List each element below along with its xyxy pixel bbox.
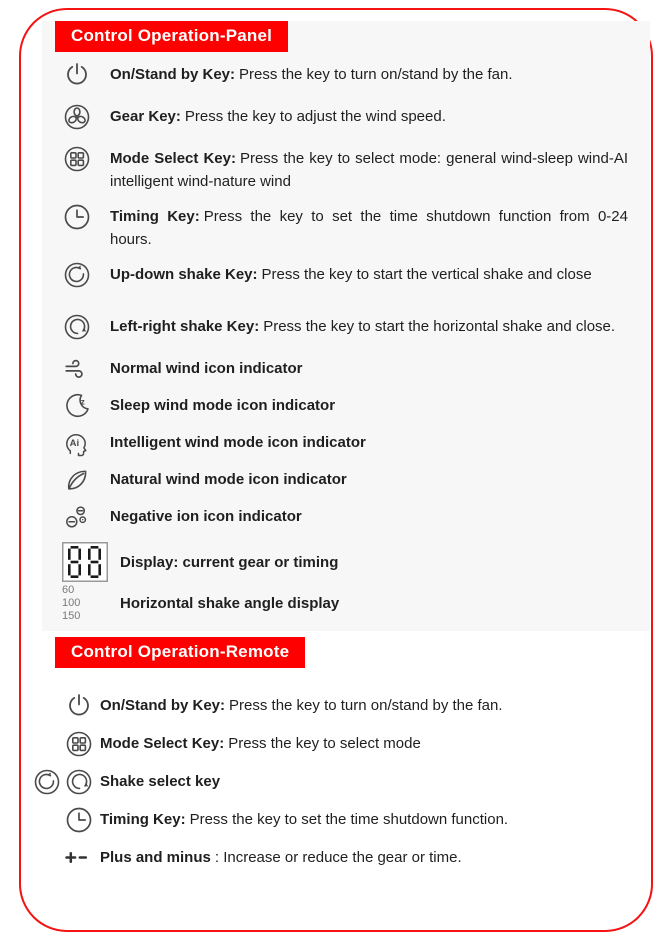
row-label: Timing Key: [100, 811, 186, 828]
remote-rows [0, 668, 659, 876]
angle-value: 60 [62, 584, 75, 596]
row-label: Normal wind icon indicator [110, 360, 303, 377]
row-label: Mode Select Key: [110, 150, 236, 167]
row-icons [62, 60, 110, 90]
row-icons [62, 542, 120, 582]
instruction-row [62, 394, 628, 424]
angle-value: 100 [62, 597, 81, 609]
section-title: Control Operation-Panel [71, 26, 273, 45]
instruction-row [62, 357, 628, 387]
instruction-row [62, 315, 628, 345]
plus-minus-icon [60, 843, 94, 873]
row-label: Natural wind mode icon indicator [110, 471, 347, 488]
row-description: Press the key to start the horizontal shake and close. [263, 318, 616, 335]
row-label: Intelligent wind mode icon indicator [110, 434, 366, 451]
row-text [110, 431, 628, 454]
row-icons [62, 391, 110, 421]
row-label: Up-down shake Key: [110, 266, 258, 283]
instruction-row [62, 63, 628, 93]
row-description: Press the key to adjust the wind speed. [184, 108, 446, 125]
instruction-row [62, 431, 628, 461]
row-label: Display: current gear or timing [120, 553, 339, 571]
instruction-row [62, 147, 628, 193]
row-description: Press the key to turn on/stand by the fan. [239, 66, 513, 83]
row-text [100, 732, 629, 755]
timing-clock-icon [64, 805, 94, 835]
row-description [366, 434, 370, 451]
row-description [347, 471, 351, 488]
row-icons [62, 144, 110, 174]
section-control-operation-remote [0, 637, 659, 876]
row-label: Horizontal shake angle display [120, 595, 340, 612]
instruction-row [62, 205, 628, 251]
instruction-row [62, 542, 628, 582]
row-label: Gear Key: [110, 108, 181, 125]
row-description: Press the key to turn on/stand by the fan. [229, 697, 503, 714]
row-text [110, 394, 628, 417]
row-text [110, 63, 628, 86]
row-description [339, 595, 343, 612]
instruction-row [26, 732, 629, 762]
row-icons [62, 428, 110, 458]
row-label: On/Stand by Key: [110, 66, 236, 83]
row-icons [26, 767, 94, 797]
row-icons [62, 465, 110, 495]
section-banner [55, 637, 305, 668]
row-description: : Increase or reduce the gear or time. [214, 849, 462, 866]
fan-gear-icon [62, 102, 92, 132]
row-text [110, 505, 628, 528]
instruction-row [62, 505, 628, 535]
segment-display-icon [62, 542, 108, 582]
row-text [100, 694, 629, 717]
natural-wind-leaf-icon [62, 465, 92, 495]
row-icons [62, 202, 110, 232]
row-icons [62, 584, 120, 623]
instruction-row [62, 263, 628, 293]
horizontal-shake-icon [62, 312, 92, 342]
row-text [100, 846, 629, 869]
row-icons [26, 843, 94, 873]
power-icon [62, 60, 92, 90]
row-text [110, 468, 628, 491]
row-text [110, 147, 628, 193]
power-icon [64, 691, 94, 721]
instruction-row [62, 584, 628, 623]
row-label: Timing Key: [110, 208, 200, 225]
row-description: Press the key to set the time shutdown function from 0-24 hours. [110, 208, 628, 248]
row-description [335, 397, 339, 414]
section-control-operation-panel [42, 21, 650, 631]
row-description: Press the key to select mode: general wind-sleep wind-AI intelligent wind-nature wind [110, 150, 628, 190]
instruction-row [26, 808, 629, 838]
row-label: Left-right shake Key: [110, 318, 260, 335]
svg-text:Ai: Ai [69, 437, 80, 449]
row-icons [26, 729, 94, 759]
panel-rows [42, 52, 650, 623]
row-text [100, 808, 629, 831]
row-text [110, 105, 628, 128]
row-text [110, 357, 628, 380]
row-description: Press the key to set the time shutdown function. [189, 811, 509, 828]
row-description [220, 773, 224, 790]
shake-angle-numbers-icon [62, 584, 80, 623]
negative-ion-icon [62, 502, 92, 532]
timing-clock-icon [62, 202, 92, 232]
instruction-row [26, 770, 629, 800]
svg-text:z: z [80, 396, 85, 407]
row-icons [62, 260, 110, 290]
row-text [110, 315, 628, 338]
row-label: On/Stand by Key: [100, 697, 226, 714]
row-description [302, 508, 306, 525]
row-icons [26, 805, 94, 835]
page-content [0, 21, 659, 884]
instruction-row [26, 694, 629, 724]
mode-select-icon [62, 144, 92, 174]
section-title: Control Operation-Remote [71, 642, 290, 661]
mode-select-icon [64, 729, 94, 759]
row-icons [62, 102, 110, 132]
row-description: Press the key to start the vertical shake and close [261, 266, 592, 283]
row-description [338, 554, 342, 571]
row-icons [62, 312, 110, 342]
ai-intelligent-icon [62, 428, 92, 458]
angle-value: 150 [62, 610, 81, 622]
instruction-row [26, 846, 629, 876]
row-text [100, 770, 629, 793]
instruction-row [62, 468, 628, 498]
row-description: Press the key to select mode [228, 735, 421, 752]
vertical-shake-icon [62, 260, 92, 290]
row-text [120, 551, 628, 574]
horizontal-shake-icon [64, 767, 94, 797]
row-text [120, 592, 628, 615]
row-icons [62, 502, 110, 532]
row-text [110, 205, 628, 251]
row-label: Plus and minus [100, 849, 211, 866]
instruction-row [62, 105, 628, 135]
section-banner [55, 21, 288, 52]
row-label: Sleep wind mode icon indicator [110, 397, 336, 414]
sleep-moon-icon [62, 391, 92, 421]
row-text [110, 263, 628, 286]
vertical-shake-icon [32, 767, 62, 797]
row-label: Negative ion icon indicator [110, 508, 302, 525]
row-label: Shake select key [100, 773, 221, 790]
row-description [303, 360, 307, 377]
normal-wind-icon [62, 354, 92, 384]
row-label: Mode Select Key: [100, 735, 225, 752]
row-icons [62, 354, 110, 384]
row-icons [26, 691, 94, 721]
